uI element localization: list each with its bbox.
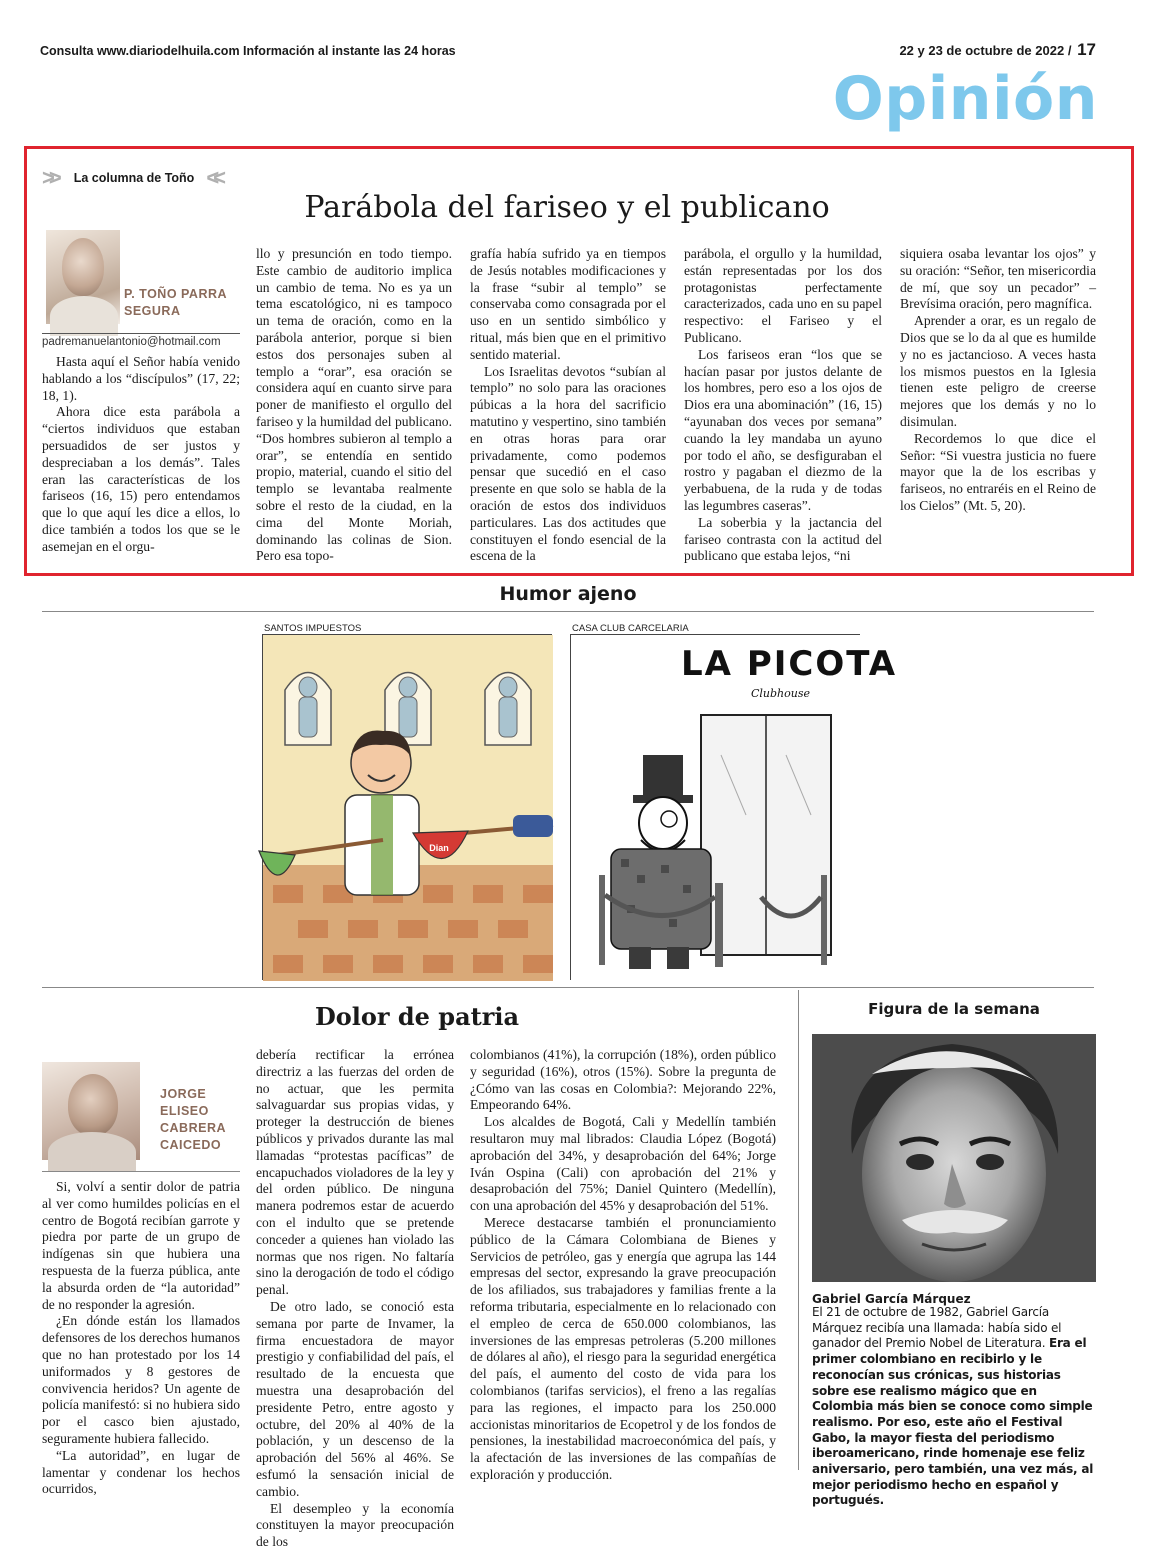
article-2-title: Dolor de patria (314, 1002, 520, 1031)
article-column-2: llo y presunción en todo tiempo. Este cambio de auditorio implica un cambio de tema. No es ya un tema escatológico, ni es tampoco un tema de oración, como en la parábola anterior, porque si bien estos dos personajes suben al templo a “orar”, esa oración se considera aquí en cuanto sirve para poner de manifiesto el orgullo del fariseo y la humildad del publicano. “Dos hombres subieron al templo a orar”, se entendía en sentido propio, material, cuando el sitio del templo se levantaba realmente sobre el resto de la ciudad, en la cima del Monte Moriah, dominando las colinas de Sion. Pero esa topo- (256, 246, 452, 564)
figura-name: Gabriel García Márquez (812, 1292, 971, 1306)
figura-description: El 21 de octubre de 1982, Gabriel García Márquez recibía una llamada: había sido el ganador del Premio Nobel de Literatura. Era el primer colombiano en recibirlo y le reconocían sus crónicas, sus historias sobre ese realismo mágico que en Colombia más bien se conoce como simple realismo. Por eso, este año el Festival Gabo, la mayor fiesta del periodismo iberoamericano, rinde homenaje ese feliz aniversario, pero también, una vez más, al mejor periodismo hecho en español y portugués. (812, 1305, 1094, 1508)
chevron-right-icon: >> (42, 165, 56, 190)
separator: / (1067, 43, 1072, 58)
article-column-1: Hasta aquí el Señor había venido hablando a los “discípulos” (17, 22; 18, 1). Ahora dice esta parábola a “ciertos individuos que estaban persuadidos de ser justos y despreciaban a los demás”. Tales eran las características de los fariseos (16, 15) pero entendamos que lo que aquí les dice a ellos, lo dice también a todos los que se le asemejan en el orgu- (42, 354, 240, 554)
cartoon-1-basket-label: Dian (429, 843, 449, 853)
author-name: P. TOÑO PARRA SEGURA (124, 287, 228, 318)
article-column-3: grafía había sufrido ya en tiempos de Jesús notables modificaciones y la frase “subir al templo” se conservaba como consagrada por el uso en un sentido simbólico y ritual, más bien que en el primitivo sentido material. Los Israelitas devotos “subían al templo” no solo para las oraciones púbicas a la hora del sacrificio matutino y vespertino, sino también en otras horas para orar privadamente, como podemos pensar que sucedió en el caso presente en que solo se habla de la oración de estos dos individuos particulares. Las dos actitudes que constituyen el fondo esencial de la escena de la (470, 246, 666, 564)
author-2-name: JORGE ELISEO CABRERA CAICEDO (160, 1087, 226, 1152)
cartoon-1-drawing (263, 635, 553, 981)
article-column-5: siquiera osaba levantar los ojos” y su oración: “Señor, ten misericordia de mí, que soy un pecador” –Brevísima oración, pero magnífica. Aprender a orar, es un regalo de Dios que se lo da al que es humilde y no es jactancioso. A veces hasta los mismos puestos en la Iglesia tienen este peligro de creerse mejores que los demás y no lo disimulan. Recordemos lo que dice el Señor: “Si vuestra justicia no fuere mayor que la de los escribas y fariseos, no entraréis en el Reino de los Cielos” (Mt. 5, 20). (900, 246, 1096, 513)
author-photo (46, 230, 120, 324)
column-divider (798, 990, 799, 1470)
author-2-photo (42, 1062, 140, 1160)
humor-section-title: Humor ajeno (499, 583, 637, 605)
cartoon-2-subsign: Clubhouse (751, 687, 811, 700)
section-divider (42, 987, 1094, 988)
page-header (40, 40, 1120, 62)
figura-photo (812, 1034, 1096, 1282)
article-2-column-3: colombianos (41%), la corrupción (18%), orden público y seguridad (16%), otros (15%). Sobre la pregunta de ¿Cómo van las cosas en Colombia?: Mejorando 22%, Empeorando 64%. Los alcaldes de Bogotá, Cali y Medellín también resultaron muy mal librados: Claudia López (Bogotá) aprobación del 34%, y desaprobación del 64%; Jorge Iván Ospina (Cali) con aprobación del 21% y desaprobación del 75%; Daniel Quintero (Medellín), con una aprobación del 45% y desaprobación del 51%. Merece destacarse también el pronunciamiento público de la Cámara Colombiana de Bienes y Servicios de petróleo, gas y energía que agrupa las 144 empresas del sector, expresando la grave preocupación de los afiliados, sus trabajadores y familias frente a la reforma tributaria, especialmente en lo relacionado con el empleo de cerca de 650.000 colombianos, las inversiones de las empresas petroleras (5.200 millones de dólares al año), el riesgo para la seguridad energética del país, el aumento del costo de vida para los colombianos (tarifas servicios), el freno a las regalías para las regiones, el impacto para los 250.000 accionistas minoritarios de Ecopetrol y de los fondos de pensiones, la inestabilidad macroeconómica del país, y la afectación de las inversiones de las compañías de exploración y producción. (470, 1047, 776, 1482)
issue-date: 22 y 23 de octubre de 2022 (899, 43, 1065, 58)
chevron-left-icon: << (206, 165, 221, 190)
author-email: padremanuelantonio@hotmail.com (42, 333, 240, 348)
kicker-label: La columna de Toño (73, 171, 195, 185)
author-divider (42, 1171, 240, 1172)
article-column-4: parábola, el orgullo y la humildad, están representadas por los dos protagonistas perfectamente caracterizados, cada uno en su papel respectivo: el Fariseo y el Publicano. Los fariseos eran “los que se hacían pasar por justos delante de los hombres, pero eso a los ojos de Dios era una abominación” (16, 15) “ayunaban dos veces por semana” cuando la ley mandaba un ayuno por todo el año, se desfiguraban el rostro y pagaban el diezmo de la yerbabuena, de la ruda y de todas las legumbres caseras”. La soberbia y la jactancia del fariseo contrasta con la actitud del publicano que estaba lejos, “ni (684, 246, 882, 564)
cartoon-1-caption: SANTOS IMPUESTOS (264, 623, 362, 634)
article-title: Parábola del fariseo y el publicano (304, 190, 830, 225)
cartoon-1 (262, 634, 552, 980)
section-title: Opinión (832, 64, 1098, 134)
article-2-column-1: Si, volví a sentir dolor de patria al ver como humildes policías en el centro de Bogotá recibían garrote y piedra por parte de un grupo de indígenas sin que hubiera una respuesta de la fuerza pública, ante la absurda orden de “la autoridad” de no responder la agresión. ¿En dónde están los llamados defensores de los derechos humanos que no han protestado por los 14 uniformados y 8 gestores de convivencia heridos? Un agente de policía manifestó: si no hubiera sido por el casco bien ajustado, seguramente hubiera fallecido. “La autoridad”, en lugar de lamentar y condenar los hechos ocurridos, (42, 1179, 240, 1497)
cartoon-2-sign: LA PICOTA (681, 644, 898, 684)
column-kicker (42, 165, 221, 190)
page-number: 17 (1077, 40, 1096, 59)
cartoon-2-drawing (571, 635, 898, 981)
date-page (899, 40, 1096, 60)
figura-portrait-drawing (812, 1034, 1096, 1282)
cartoon-2 (570, 634, 898, 980)
website-promo: Consulta www.diariodelhuila.com Información al instante las 24 horas (40, 44, 456, 58)
cartoon-2-caption: CASA CLUB CARCELARIA (572, 623, 689, 634)
figura-section-title: Figura de la semana (868, 1000, 1040, 1018)
article-2-column-2: debería rectificar la errónea directriz a las fuerzas del orden de no actuar, que les permita salvaguardar sus propias vidas, y proteger la destrucción de bienes públicos y privados durante las mal llamadas “protestas pacíficas” de encapuchados violadores de la ley y del orden público. De ninguna manera podremos estar de acuerdo con el indulto que se pretende conceder a quienes han violado las normas que nos rigen. No faltaría sino la derogación de todo el código penal. De otro lado, se conoció esta semana por parte de Invamer, la firma encuestadora de mayor prestigio y confiabilidad del país, el resultado de la encuesta que muestra una desaprobación del presidente Petro, entre agosto y octubre, del 20% al 40% de la población, y un descenso de la aprobación del 56% al 46%. Se esfumó la sensación inicial de cambio. El desempleo y la economía constituyen la mayor preocupación de los (256, 1047, 454, 1550)
section-divider (42, 611, 1094, 612)
